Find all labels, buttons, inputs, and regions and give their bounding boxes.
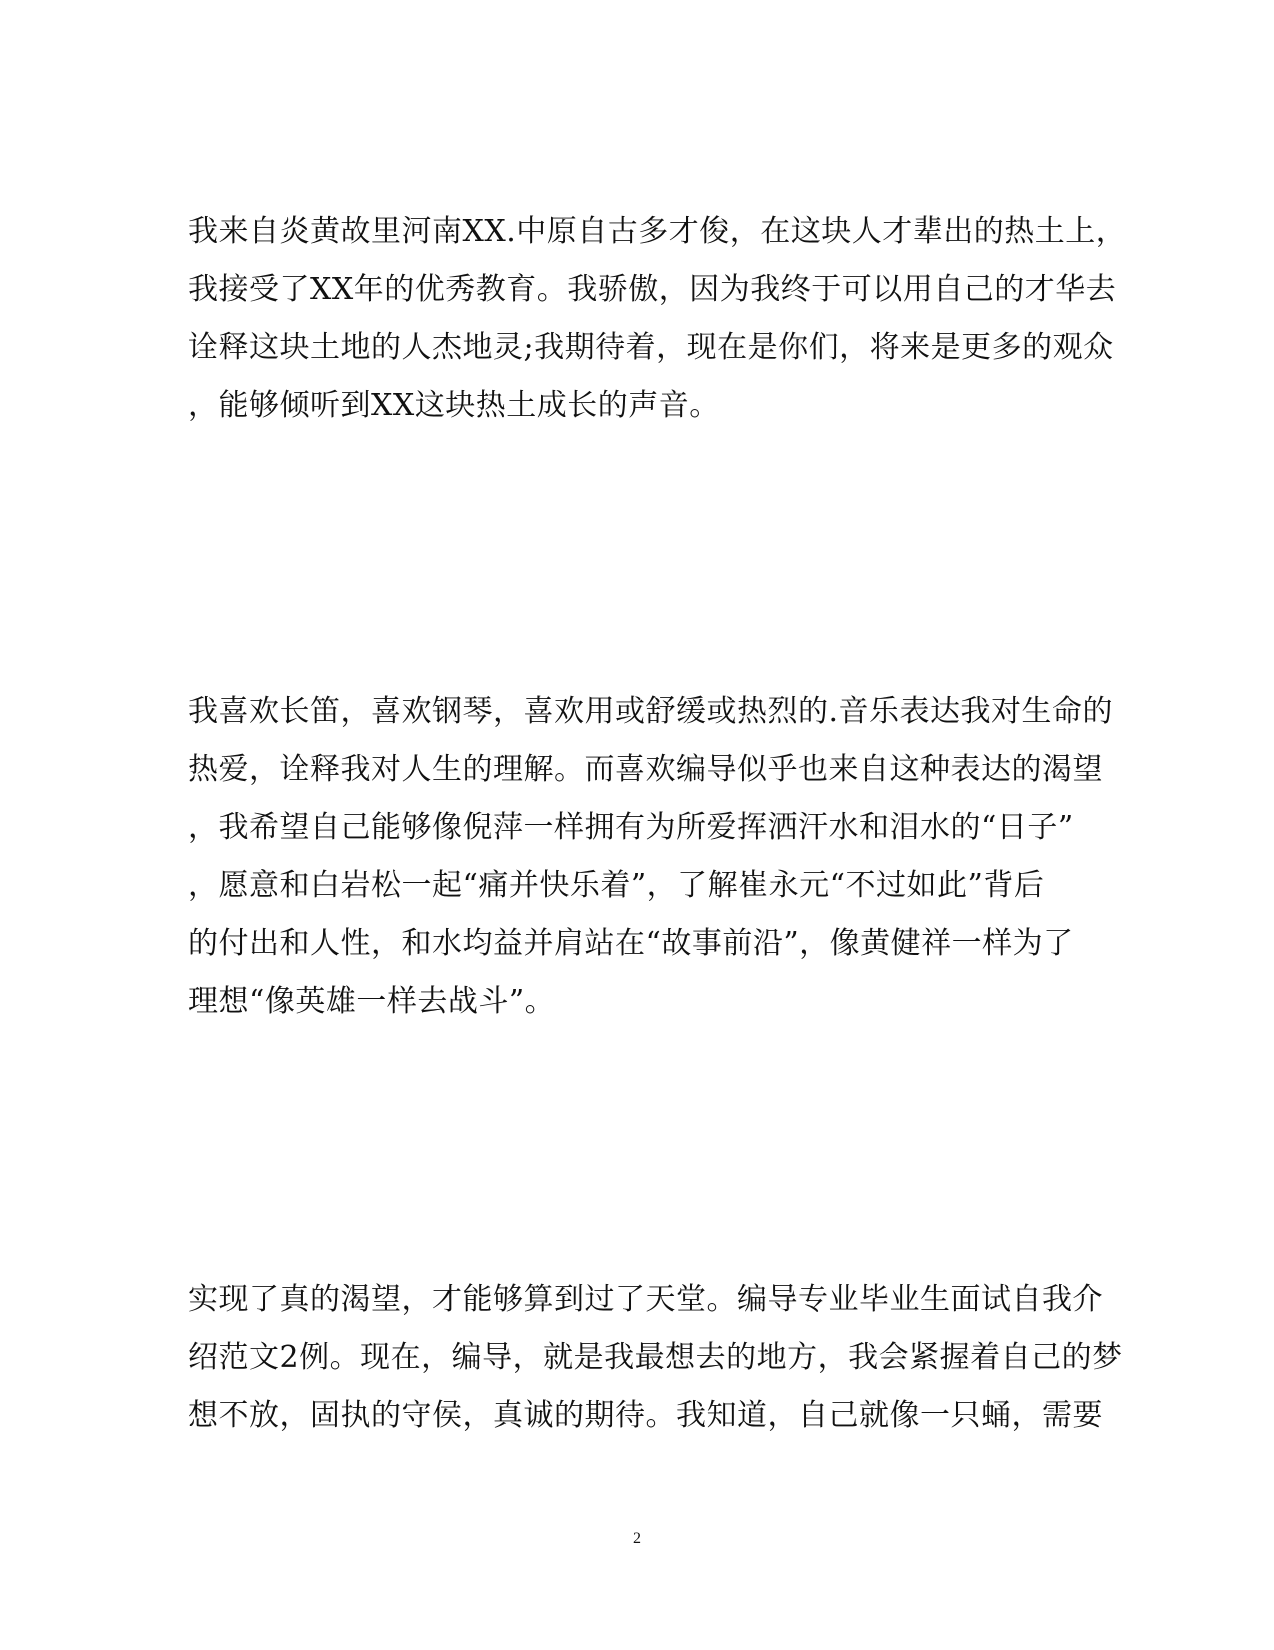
text-line: 我来自炎黄故里河南XX.中原自古多才俊，在这块人才辈出的热土上， xyxy=(188,214,1127,249)
page-number: 2 xyxy=(633,1530,641,1547)
text-line: 热爱，诠释我对人生的理解。而喜欢编导似乎也来自这种表达的渴望 xyxy=(188,752,1103,787)
text-line: 绍范文2例。现在，编导，就是我最想去的地方，我会紧握着自己的梦 xyxy=(188,1340,1123,1375)
paragraph-1 xyxy=(188,203,1127,435)
text-line: 实现了真的渴望，才能够算到过了天堂。编导专业毕业生面试自我介 xyxy=(188,1282,1103,1317)
text-line: ，能够倾听到XX这块热土成长的声音。 xyxy=(188,388,720,423)
text-line: 我喜欢长笛，喜欢钢琴，喜欢用或舒缓或热烈的.音乐表达我对生命的 xyxy=(188,694,1114,729)
text-line: ，愿意和白岩松一起“痛并快乐着”，了解崔永元“不过如此”背后 xyxy=(188,868,1045,903)
text-line: ，我希望自己能够像倪萍一样拥有为所爱挥洒汗水和泪水的“日子” xyxy=(188,810,1074,845)
text-line: 的付出和人性，和水均益并肩站在“故事前沿”，像黄健祥一样为了 xyxy=(188,926,1074,961)
paragraph-3 xyxy=(188,1271,1123,1445)
text-line: 我接受了XX年的优秀教育。我骄傲，因为我终于可以用自己的才华去 xyxy=(188,272,1117,307)
paragraph-2 xyxy=(188,683,1114,1031)
text-line: 想不放，固执的守侯，真诚的期待。我知道，自己就像一只蛹，需要 xyxy=(188,1398,1103,1433)
text-line: 诠释这块土地的人杰地灵;我期待着，现在是你们，将来是更多的观众 xyxy=(188,330,1114,365)
text-line: 理想“像英雄一样去战斗”。 xyxy=(188,984,556,1019)
